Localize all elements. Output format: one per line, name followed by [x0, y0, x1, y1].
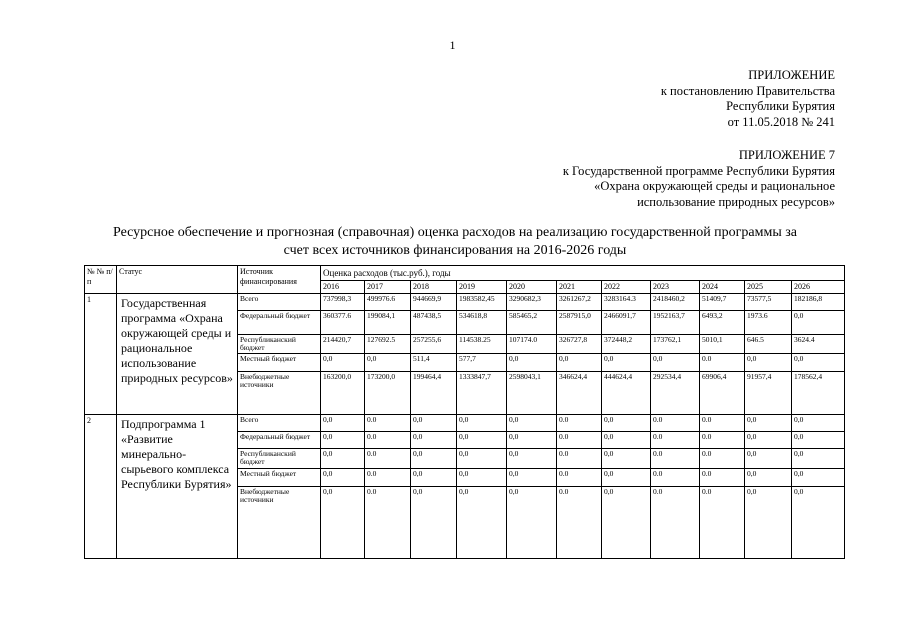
appendix-7-line: использование природных ресурсов»	[637, 194, 835, 209]
expense-value: 107174.0	[507, 335, 557, 354]
table-row	[85, 294, 845, 311]
expense-value: 0,0	[745, 469, 792, 487]
expense-value: 199084,1	[365, 311, 411, 335]
expense-value: 0,0	[507, 354, 557, 372]
expense-value: 0.0	[651, 449, 700, 469]
expense-value: 585465,2	[507, 311, 557, 335]
expense-value: 0.0	[700, 469, 745, 487]
expense-value: 1952163,7	[651, 311, 700, 335]
expense-value: 0,0	[321, 432, 365, 449]
expense-value: 0,0	[507, 449, 557, 469]
expense-value: 0,0	[321, 354, 365, 372]
expense-value: 0,0	[557, 354, 602, 372]
expense-value: 0,0	[792, 354, 845, 372]
expense-value: 0.0	[651, 415, 700, 432]
expense-value: 0,0	[321, 415, 365, 432]
expense-value: 0.0	[557, 449, 602, 469]
expense-value: 0,0	[792, 415, 845, 432]
table-row	[85, 415, 845, 432]
expense-value: 0,0	[507, 432, 557, 449]
expense-value: 0,0	[602, 354, 651, 372]
expense-value: 0.0	[365, 432, 411, 449]
year-header: 2022	[602, 281, 651, 294]
expense-value: 646.5	[745, 335, 792, 354]
funding-source: Республиканский бюджет	[238, 449, 321, 469]
header-num: № № п/п	[85, 266, 117, 294]
expense-value: 0.0	[700, 449, 745, 469]
expense-value: 487438,5	[411, 311, 457, 335]
funding-source: Федеральный бюджет	[238, 432, 321, 449]
expense-value: 0,0	[365, 354, 411, 372]
document-title	[60, 224, 850, 260]
expense-value: 3290682,3	[507, 294, 557, 311]
funding-source: Федеральный бюджет	[238, 311, 321, 335]
expense-value: 214420,7	[321, 335, 365, 354]
expense-value: 257255,6	[411, 335, 457, 354]
expense-value: 0.0	[365, 449, 411, 469]
expense-value: 0,0	[457, 415, 507, 432]
expense-value: 0,0	[745, 354, 792, 372]
row-number: 2	[85, 415, 117, 559]
expense-value: 0.0	[365, 487, 411, 559]
expense-value: 0,0	[411, 487, 457, 559]
expense-value: 737998,3	[321, 294, 365, 311]
expense-value: 6493,2	[700, 311, 745, 335]
expense-value: 0,0	[792, 432, 845, 449]
expense-value: 534618,8	[457, 311, 507, 335]
program-status: Государственная программа «Охрана окружающей среды и рациональное использование природных ресурсов»	[117, 294, 238, 415]
expense-value: 0.0	[557, 469, 602, 487]
expense-value: 3283164.3	[602, 294, 651, 311]
year-header: 2026	[792, 281, 845, 294]
expense-value: 944669,9	[411, 294, 457, 311]
expense-value: 0,0	[507, 487, 557, 559]
expense-value: 0,0	[602, 432, 651, 449]
year-header: 2024	[700, 281, 745, 294]
expense-value: 73577,5	[745, 294, 792, 311]
expense-value: 0.0	[651, 432, 700, 449]
year-header: 2016	[321, 281, 365, 294]
expense-value: 69906,4	[700, 372, 745, 415]
expense-value: 1983582,45	[457, 294, 507, 311]
header-status: Статус	[117, 266, 238, 294]
expense-value: 0,0	[792, 449, 845, 469]
header-source: Источник финансирования	[238, 266, 321, 294]
funding-source: Внебюджетные источники	[238, 372, 321, 415]
expense-value: 0,0	[411, 449, 457, 469]
resource-table	[84, 265, 845, 559]
year-header: 2023	[651, 281, 700, 294]
expense-value: 127692.5	[365, 335, 411, 354]
expense-value: 0.0	[700, 432, 745, 449]
header-estimate: Оценка расходов (тыс.руб.), годы	[321, 266, 845, 281]
expense-value: 0,0	[745, 449, 792, 469]
appendix-7-title: ПРИЛОЖЕНИЕ 7	[738, 148, 835, 162]
year-header: 2020	[507, 281, 557, 294]
appendix-line: Республики Бурятия	[726, 99, 835, 113]
appendix-7-line: «Охрана окружающей среды и рациональное	[594, 179, 835, 193]
expense-value: 0.0	[557, 487, 602, 559]
expense-value: 0,0	[507, 469, 557, 487]
expense-value: 0,0	[602, 469, 651, 487]
expense-value: 199464,4	[411, 372, 457, 415]
expense-value: 114538.25	[457, 335, 507, 354]
expense-value: 0,0	[411, 432, 457, 449]
expense-value: 0,0	[321, 487, 365, 559]
expense-value: 3624.4	[792, 335, 845, 354]
expense-value: 0.0	[365, 415, 411, 432]
appendix-title: ПРИЛОЖЕНИЕ	[748, 68, 835, 82]
expense-value: 444624,4	[602, 372, 651, 415]
appendix-7-header	[563, 148, 835, 210]
document-title-line: Ресурсное обеспечение и прогнозная (справочная) оценка расходов на реализацию государственной программы за	[112, 225, 798, 240]
appendix-line: к постановлению Правительства	[660, 83, 835, 98]
expense-value: 0,0	[792, 469, 845, 487]
funding-source: Республиканский бюджет	[238, 335, 321, 354]
page-number: 1	[449, 38, 456, 52]
expense-value: 0.0	[557, 432, 602, 449]
expense-value: 0,0	[602, 449, 651, 469]
expense-value: 0.0	[557, 415, 602, 432]
expense-value: 0,0	[745, 487, 792, 559]
expense-value: 163200,0	[321, 372, 365, 415]
funding-source: Внебюджетные источники	[238, 487, 321, 559]
expense-value: 0.0	[651, 487, 700, 559]
expense-value: 173200,0	[365, 372, 411, 415]
expense-value: 0,0	[602, 487, 651, 559]
expense-value: 577,7	[457, 354, 507, 372]
expense-value: 2598043,1	[507, 372, 557, 415]
row-number: 1	[85, 294, 117, 415]
expense-value: 0,0	[792, 311, 845, 335]
expense-value: 0,0	[457, 469, 507, 487]
expense-value: 173762,1	[651, 335, 700, 354]
expense-value: 0,0	[457, 432, 507, 449]
program-status: Подпрограмма 1 «Развитие минерально-сырьевого комплекса Республики Бурятия»	[117, 415, 238, 559]
expense-value: 372448,2	[602, 335, 651, 354]
expense-value: 326727,8	[557, 335, 602, 354]
funding-source: Местный бюджет	[238, 354, 321, 372]
expense-value: 0,0	[411, 415, 457, 432]
expense-value: 0,0	[792, 487, 845, 559]
expense-value: 2466091,7	[602, 311, 651, 335]
expense-value: 499976.6	[365, 294, 411, 311]
expense-value: 91957,4	[745, 372, 792, 415]
expense-value: 0,0	[745, 415, 792, 432]
year-header: 2018	[411, 281, 457, 294]
expense-value: 51409,7	[700, 294, 745, 311]
expense-value: 0,0	[651, 354, 700, 372]
expense-value: 0.0	[651, 469, 700, 487]
expense-value: 1333847,7	[457, 372, 507, 415]
year-header: 2025	[745, 281, 792, 294]
expense-value: 0,0	[321, 449, 365, 469]
appendix-line: от 11.05.2018 № 241	[727, 114, 835, 129]
expense-value: 0.0	[700, 487, 745, 559]
expense-value: 1973.6	[745, 311, 792, 335]
expense-value: 0.0	[700, 354, 745, 372]
expense-value: 346624,4	[557, 372, 602, 415]
expense-value: 5010,1	[700, 335, 745, 354]
expense-value: 0,0	[745, 432, 792, 449]
expense-value: 292534,4	[651, 372, 700, 415]
expense-value: 0,0	[457, 449, 507, 469]
expense-value: 0,0	[507, 415, 557, 432]
year-header: 2019	[457, 281, 507, 294]
document-title-line: счет всех источников финансирования на 2016-2026 годы	[283, 243, 627, 258]
expense-value: 0.0	[365, 469, 411, 487]
expense-value: 0,0	[321, 469, 365, 487]
expense-value: 511,4	[411, 354, 457, 372]
expense-value: 0.0	[700, 415, 745, 432]
expense-value: 2587915,0	[557, 311, 602, 335]
funding-source: Всего	[238, 294, 321, 311]
expense-value: 0,0	[457, 487, 507, 559]
funding-source: Местный бюджет	[238, 469, 321, 487]
expense-value: 0,0	[602, 415, 651, 432]
appendix-header	[661, 68, 835, 130]
expense-value: 0,0	[411, 469, 457, 487]
funding-source: Всего	[238, 415, 321, 432]
appendix-7-line: к Государственной программе Республики Бурятия	[562, 163, 835, 178]
expense-value: 2418460,2	[651, 294, 700, 311]
year-header: 2021	[557, 281, 602, 294]
expense-value: 3261267,2	[557, 294, 602, 311]
expense-value: 360377.6	[321, 311, 365, 335]
expense-value: 178562,4	[792, 372, 845, 415]
year-header: 2017	[365, 281, 411, 294]
expense-value: 182186,8	[792, 294, 845, 311]
